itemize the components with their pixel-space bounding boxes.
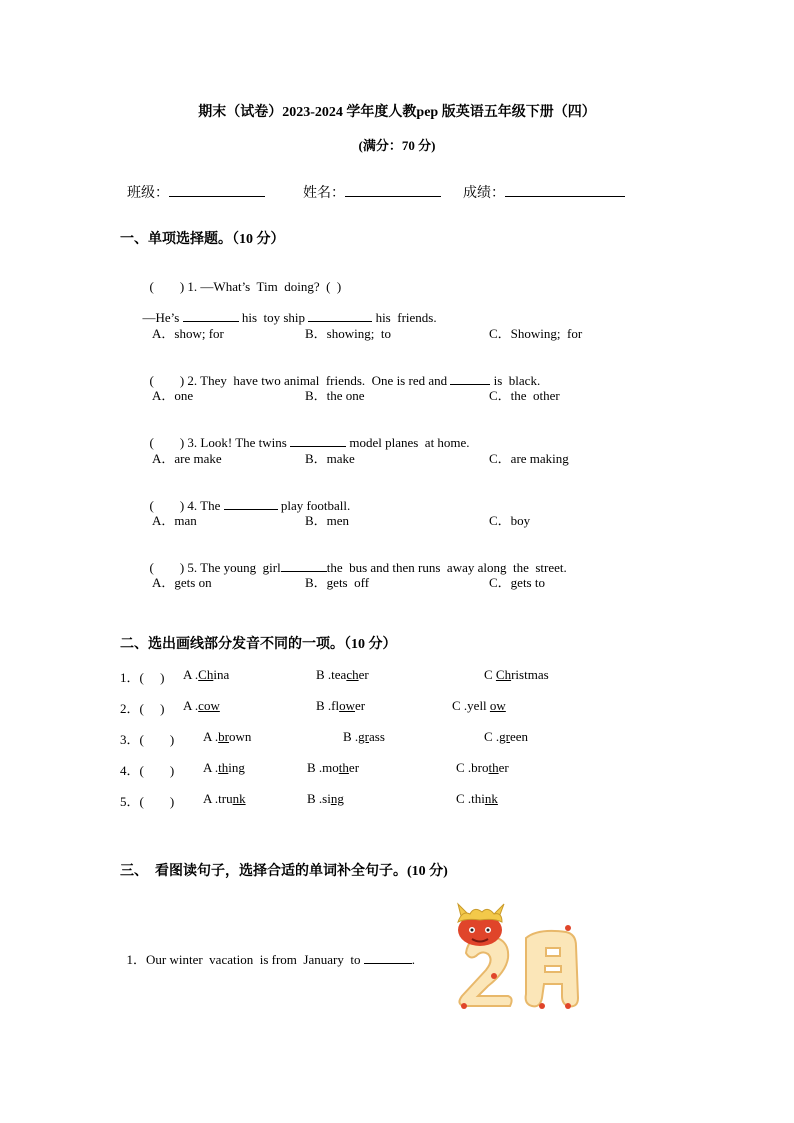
opt-post: er [355, 698, 366, 713]
q1-line2-b: his toy ship [241, 310, 306, 325]
q5-text-b: the bus and then runs away along the street. [326, 560, 567, 575]
q3-option-b[interactable]: B．make [305, 451, 355, 466]
s2-row-4-option-a[interactable] [203, 760, 245, 776]
s3-q1 [120, 933, 415, 968]
q3-text-a: 3. Look! The twins [187, 435, 287, 450]
q5-option-a[interactable]: A．gets on [152, 575, 212, 590]
opt-underlined: ng [330, 791, 344, 806]
name-field [296, 166, 441, 202]
s2-row-2-option-c[interactable] [452, 698, 506, 714]
q3-stem [143, 416, 470, 451]
section1-heading: 一、单项选择题。（10 分） [120, 232, 285, 247]
class-field [120, 166, 265, 202]
page-title: 期末（试卷）2023-2024 学年度人教pep 版英语五年级下册（四） [198, 105, 596, 120]
q5-option-c[interactable]: C．gets to [489, 575, 545, 590]
s2-row-4-option-b[interactable] [307, 760, 359, 776]
q5-answer-paren[interactable]: ( ) [149, 560, 185, 575]
class-blank[interactable] [169, 183, 265, 197]
name-blank[interactable] [345, 183, 441, 197]
opt-pre: A . [203, 760, 219, 775]
opt-underlined: ow [339, 698, 356, 713]
full-score: (满分：70 分) [358, 138, 436, 153]
q4-answer-paren[interactable]: ( ) [149, 498, 185, 513]
opt-post: een [510, 729, 529, 744]
q1-option-c[interactable]: C．Showing; for [489, 326, 583, 341]
opt-underlined: nk [232, 791, 246, 806]
opt-post: ina [213, 667, 230, 682]
q1-text: 1. —What’s Tim doing? ( ) [187, 279, 342, 294]
q1-option-a[interactable]: A．show; for [152, 326, 224, 341]
grade-blank[interactable] [505, 183, 625, 197]
opt-underlined: th [338, 760, 349, 775]
opt-pre: B .si [307, 791, 331, 806]
q1-stem [143, 260, 341, 295]
opt-pre: A .tru [203, 791, 233, 806]
q1-answer-paren[interactable]: ( ) [149, 279, 185, 294]
q1-blank2[interactable] [308, 308, 372, 322]
q3-text-b: model planes at home. [349, 435, 470, 450]
opt-underlined: th [488, 760, 499, 775]
q1-blank1[interactable] [183, 308, 239, 322]
s2-row-3-option-a[interactable] [203, 729, 251, 745]
q2-option-a[interactable]: A．one [152, 388, 194, 403]
opt-pre: C . [484, 729, 500, 744]
opt-pre: C [484, 667, 496, 682]
s2-row-1-option-b[interactable] [316, 667, 369, 683]
opt-underlined: br [218, 729, 230, 744]
q1-line2-a: —He’s [142, 310, 180, 325]
q5-stem [143, 541, 567, 576]
s2-row-1-option-c[interactable] [484, 667, 549, 683]
q4-text-b: play football. [280, 498, 351, 513]
name-label: 姓名： [303, 186, 345, 201]
opt-underlined: ch [346, 667, 359, 682]
opt-pre: B . [343, 729, 359, 744]
q2-option-c[interactable]: C．the other [489, 388, 560, 403]
q3-option-c[interactable]: C．are making [489, 451, 569, 466]
opt-post: ing [228, 760, 245, 775]
opt-pre: C .bro [456, 760, 489, 775]
opt-post: ristmas [511, 667, 549, 682]
s3-q1-blank[interactable] [364, 950, 412, 964]
s2-row-4-option-c[interactable] [456, 760, 509, 776]
opt-pre: A . [203, 729, 219, 744]
q2-blank[interactable] [450, 371, 490, 385]
opt-pre: B .tea [316, 667, 347, 682]
q2-stem [143, 354, 540, 389]
s2-row-5-option-b[interactable] [307, 791, 344, 807]
s2-row-5-option-c[interactable] [456, 791, 498, 807]
opt-underlined: gr [499, 729, 511, 744]
class-label: 班级： [127, 186, 169, 201]
q3-answer-paren[interactable]: ( ) [149, 435, 185, 450]
section3-heading: 三、 看图读句子，选择合适的单词补全句子。(10 分) [120, 864, 448, 879]
q2-text-b: is black. [493, 373, 541, 388]
opt-underlined: nk [484, 791, 498, 806]
s3-q1-period: . [411, 952, 415, 967]
s2-row-1-num[interactable]: 1．( ) [120, 670, 165, 685]
q4-text-a: 4. The [187, 498, 221, 513]
q1-line2-c: his friends. [375, 310, 437, 325]
opt-post: er [498, 760, 509, 775]
february-2-month-picture [448, 898, 588, 1013]
s2-row-5-option-a[interactable] [203, 791, 246, 807]
s2-row-4-num[interactable]: 4．( ) [120, 763, 175, 778]
s2-row-1-option-a[interactable] [183, 667, 229, 683]
q3-option-a[interactable]: A．are make [152, 451, 222, 466]
q2-text-a: 2. They have two animal friends. One is red and [187, 373, 448, 388]
q5-option-b[interactable]: B．gets off [305, 575, 370, 590]
q4-option-c[interactable]: C．boy [489, 513, 531, 528]
s2-row-5-num[interactable]: 5．( ) [120, 794, 175, 809]
section2-heading: 二、选出画线部分发音不同的一项。（10 分） [120, 637, 397, 652]
february-illustration [440, 880, 580, 995]
q4-option-a[interactable]: A．man [152, 513, 197, 528]
opt-pre: C .thi [456, 791, 485, 806]
s2-row-2-option-b[interactable] [316, 698, 365, 714]
q4-blank[interactable] [224, 496, 278, 510]
q1-option-b[interactable]: B．showing; to [305, 326, 391, 341]
q1-line2 [136, 292, 437, 326]
opt-underlined: Ch [495, 667, 512, 682]
opt-underlined: Ch [198, 667, 214, 682]
opt-pre: A . [183, 667, 199, 682]
opt-underlined: gr [358, 729, 370, 744]
opt-post: er [348, 760, 360, 775]
opt-underlined: ow [489, 698, 506, 713]
q5-text-a: 5. The young girl [187, 560, 281, 575]
opt-pre: C .yell [452, 698, 490, 713]
s2-row-3-option-c[interactable] [484, 729, 528, 745]
opt-underlined: th [218, 760, 229, 775]
q4-option-b[interactable]: B．men [305, 513, 350, 528]
q3-blank[interactable] [290, 433, 346, 447]
grade-label: 成绩： [463, 186, 505, 201]
s3-q1-text: 1．Our winter vacation is from January to [126, 952, 361, 967]
s2-row-2-num[interactable]: 2．( ) [120, 701, 165, 716]
s2-row-3-num[interactable]: 3．( ) [120, 732, 175, 747]
s2-row-2-option-a[interactable] [183, 698, 220, 714]
s2-row-3-option-b[interactable] [343, 729, 385, 745]
grade-field [456, 166, 625, 202]
opt-pre: A . [183, 698, 199, 713]
q2-answer-paren[interactable]: ( ) [149, 373, 185, 388]
opt-post: own [229, 729, 252, 744]
q5-blank[interactable] [281, 558, 327, 572]
q4-stem [143, 479, 350, 514]
opt-post: er [358, 667, 369, 682]
opt-post: ass [369, 729, 385, 744]
opt-pre: B .mo [307, 760, 339, 775]
q2-option-b[interactable]: B．the one [305, 388, 365, 403]
opt-pre: B .fl [316, 698, 340, 713]
opt-underlined: cow [198, 698, 220, 713]
